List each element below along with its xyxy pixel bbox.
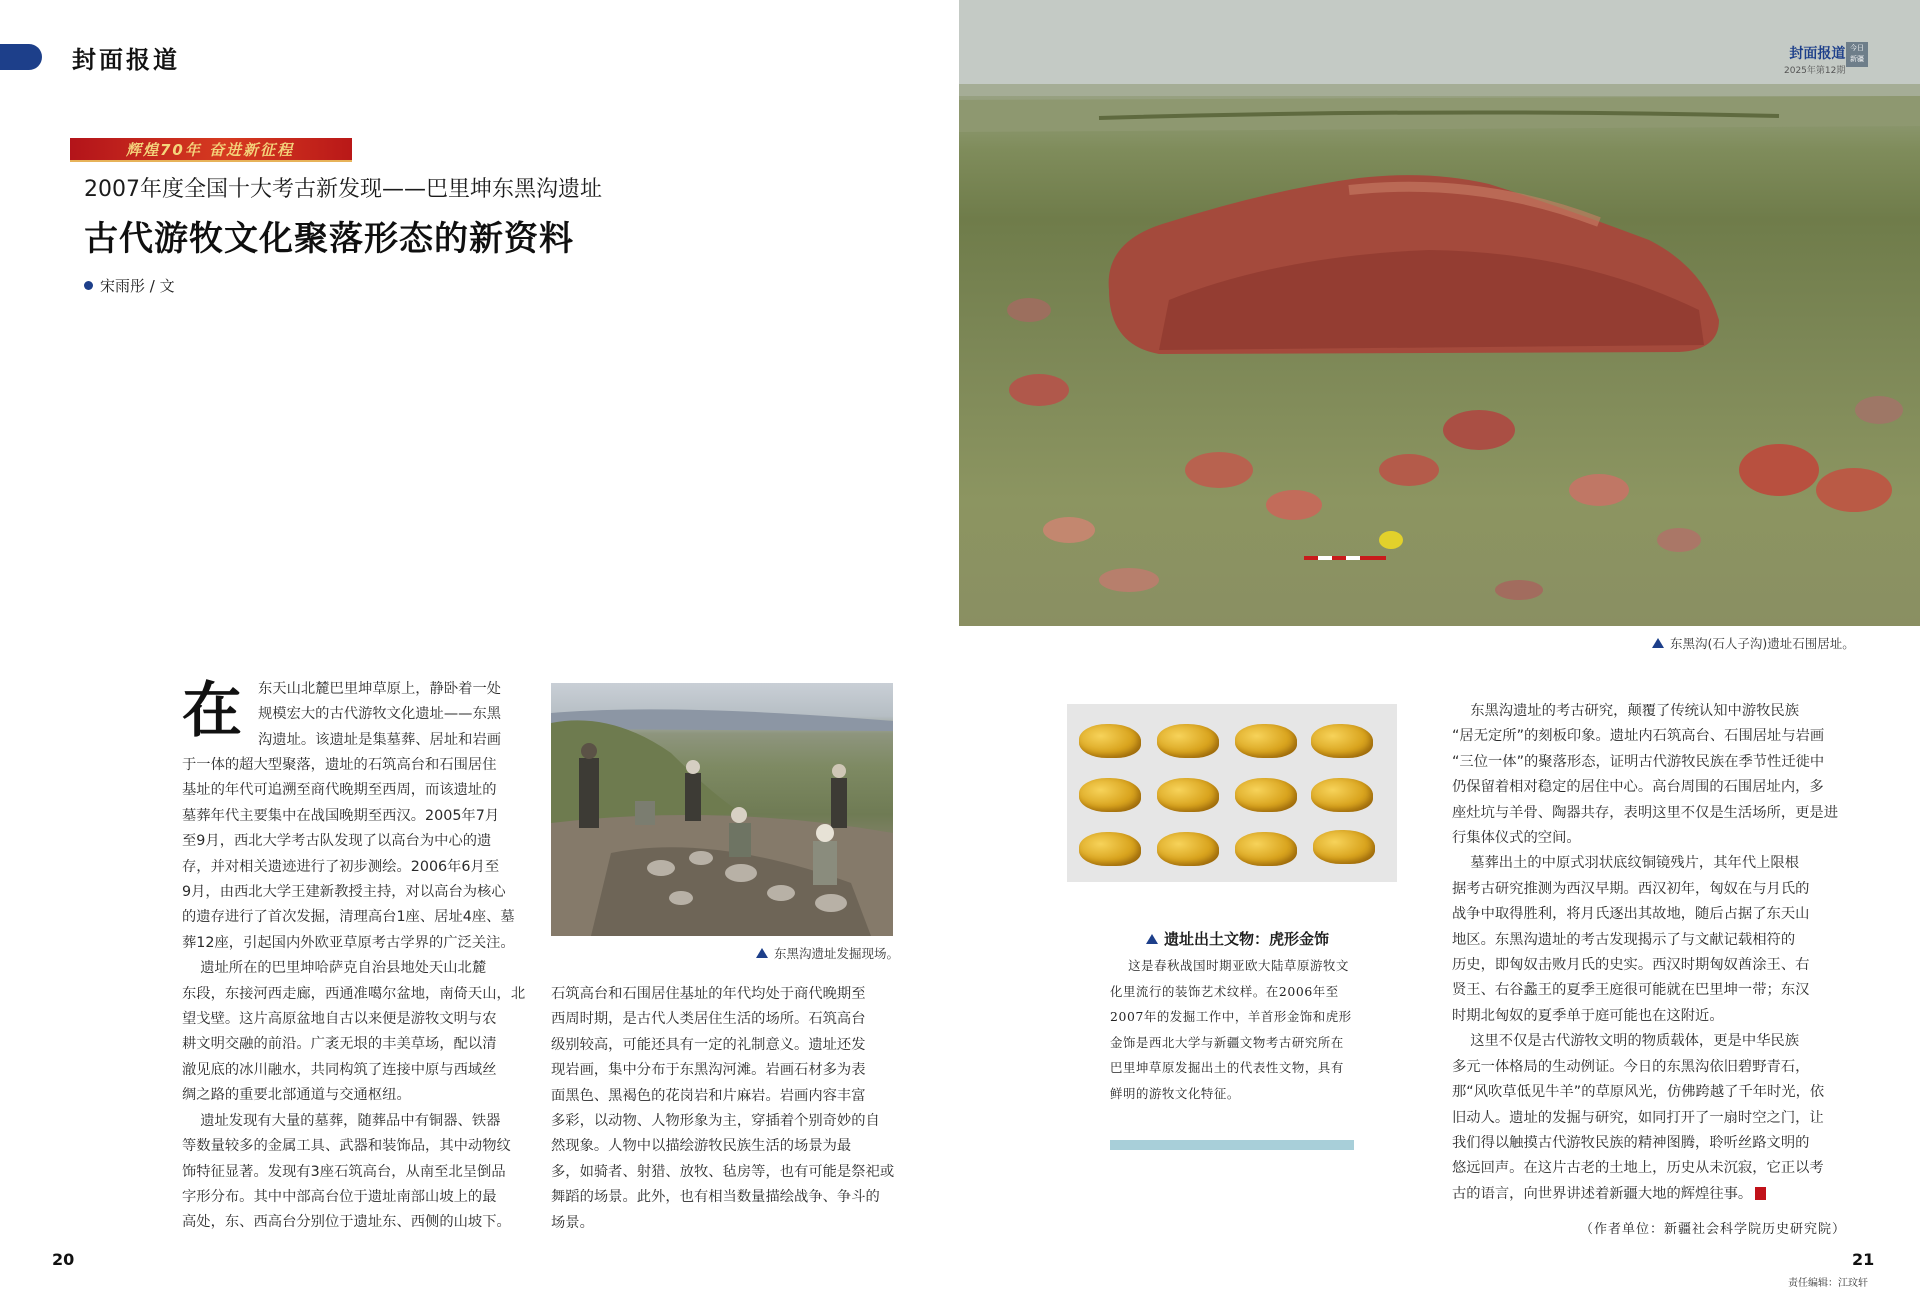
big-photo-caption [1652,634,1855,652]
responsible-editor: 责任编辑：江玟轩 [1788,1278,1868,1289]
gold-caption-description: 这是春秋战国时期亚欧大陆草原游牧文化里流行的装饰艺术纹样。在2006年至2007年的发掘工作中，羊首形金饰和虎形金饰是西北大学与新疆文物考古研究所在巴里坤草原发掘出土的代表性文物，具有鲜明的游牧文化特征。 [1110,958,1352,1101]
dig-photo-caption [756,944,899,962]
body-col1: 于一体的超大型聚落，遗址的石筑高台和石围居住 基址的年代可追溯至商代晚期至西周，而该遗址的 墓葬年代主要集中在战国晚期至西汉。2005年7月 至9月，西北大学考古队发现了以高台为中心的遗 存，并对相关遗迹进行了初步测绘。2006年6月至 9月，由西北大学王建新教授主持，对以高台为核心 的遗存进行了首次发掘，清理高台1座、居址4座、墓 葬12座，引起国内外欧亚草原考古学界的广泛关注。 遗址所在的巴里坤哈萨克自治县地处天山北麓 东段，东接河西走廊，西通准噶尔盆地，南倚天山，北 望戈壁。这片高原盆地自古以来便是游牧文明与农 耕文明交融的前沿。广袤无垠的丰美草场，配以清 澈见底的冰川融水，共同构筑了连接中原与西域丝 绸之路的重要北部通道与交通枢纽。 遗址发现有大量的墓葬，随葬品中有铜器、铁器 等数量较多的金属工具、武器和装饰品，其中动物纹 饰特征显著。发现有3座石筑高台，从南至北呈倒品 字形分布。其中中部高台位于遗址南部山坡上的最 高处，东、西高台分别位于遗址东、西侧的山坡下。 [182,757,526,1231]
page-number-right: 21 [1852,1250,1875,1269]
caption-triangle-icon [756,948,768,958]
gold-ornament [1235,724,1297,758]
end-mark-icon [1755,1187,1766,1200]
dig-photo-caption-text: 东黑沟遗址发掘现场。 [774,946,900,961]
magazine-logo: 今日 新疆 [1846,42,1868,67]
gold-caption-title-text: 遗址出土文物：虎形金饰 [1164,930,1330,948]
big-photo-caption-text: 东黑沟(石人子沟)遗址石围居址。 [1670,636,1855,651]
page-number-left: 20 [52,1250,75,1269]
gold-ornament [1235,832,1297,866]
section-tab-marker [0,44,42,70]
excavation-illustration [551,683,893,936]
article-subtitle: 2007年度全国十大考古新发现——巴里坤东黑沟遗址 [84,177,602,202]
gold-ornament [1311,724,1373,758]
dropcap: 在 [182,676,242,746]
gold-ornament [1079,832,1141,866]
theme-banner [70,138,352,162]
body-col3 [1452,699,1852,1207]
gold-ornament [1313,830,1375,864]
body-col3-text: 东黑沟遗址的考古研究，颠覆了传统认知中游牧民族 “居无定所”的刻板印象。遗址内石筑高台、石围居址与岩画 “三位一体”的聚落形态，证明古代游牧民族在季节性迁徙中 仍保留着相对稳定的居住中心。高台周围的石围居址内，多 座灶坑与羊骨、陶器共存，表明这里不仅是生活场所，更是进 行集体仪式的空间。 墓葬出土的中原式羽状底纹铜镜残片，其年代上限根 据考古研究推测为西汉早期。西汉初年，匈奴在与月氏的 战争中取得胜利，将月氏逐出其故地，随后占据了东天山 地区。东黑沟遗址的考古发现揭示了与文献记载相符的 历史，即匈奴击败月氏的史实。西汉时期匈奴酋涂王、右 贤王、右谷蠡王的夏季王庭很可能就在巴里坤一带；东汉 时期北匈奴的夏季单于庭可能也在这附近。 这里不仅是古代游牧文明的物质载体，更是中华民族 多元一体格局的生动例证。今日的东黑沟依旧碧野青石， 那“风吹草低见牛羊”的草原风光，仿佛跨越了千年时光，依 旧动人。遗址的发掘与研究，如同打开了一扇时空之门，让 我们得以触摸古代游牧民族的精神图腾，聆听丝路文明的 悠远回声。在这片古老的土地上，历史从未沉寂，它正以考 古的语言，向世界讲述着新疆大地的辉煌往事。 [1452,703,1839,1202]
excavation-photo [551,683,893,936]
gold-caption-title [1146,928,1329,949]
byline-bullet [84,281,93,290]
gold-ornament [1235,778,1297,812]
masthead-title: 封面报道 [1789,46,1846,62]
gold-ornament [1157,832,1219,866]
gold-ornament [1079,778,1141,812]
author-affiliation: （作者单位：新疆社会科学院历史研究院） [1580,1222,1847,1237]
gold-ornament [1157,778,1219,812]
section-name: 封面报道 [72,45,180,74]
byline: 宋雨彤 / 文 [100,277,175,295]
caption-triangle-icon [1146,934,1158,944]
article-title: 古代游牧文化聚落形态的新资料 [84,219,574,259]
masthead-issue: 2025年第12期 [1784,66,1846,76]
stone-enclosure-illustration [959,0,1920,626]
caption-triangle-icon [1652,638,1664,648]
caption-accent-bar [1110,1140,1354,1150]
gold-ornament [1079,724,1141,758]
gold-ornament [1157,724,1219,758]
body-col3-wrap [1452,699,1852,1207]
gold-ornament [1311,778,1373,812]
theme-banner-text: 辉煌70年 奋进新征程 [126,141,295,159]
body-col2: 石筑高台和石围居住基址的年代均处于商代晚期至 西周时期，是古代人类居住生活的场所。石筑高台 级别较高，可能还具有一定的礼制意义。遗址还发 现岩画，集中分布于东黑沟河滩。岩画石材多为表 面黑色、黑褐色的花岗岩和片麻岩。岩画内容丰富 多彩，以动物、人物形象为主，穿插着个别奇妙的自 然现象。人物中以描绘游牧民族生活的场景为最 多，如骑者、射猎、放牧、毡房等，也有可能是祭祀或 舞蹈的场景。此外，也有相当数量描绘战争、争斗的 场景。 [551,986,895,1231]
right-masthead [1784,43,1845,76]
tiger-gold-ornaments-photo [1067,704,1397,882]
body-col1-intro: 东天山北麓巴里坤草原上，静卧着一处 规模宏大的古代游牧文化遗址——东黑 沟遗址。该遗址是集墓葬、居址和岩画 [258,681,502,748]
stone-enclosure-photo [959,0,1920,626]
